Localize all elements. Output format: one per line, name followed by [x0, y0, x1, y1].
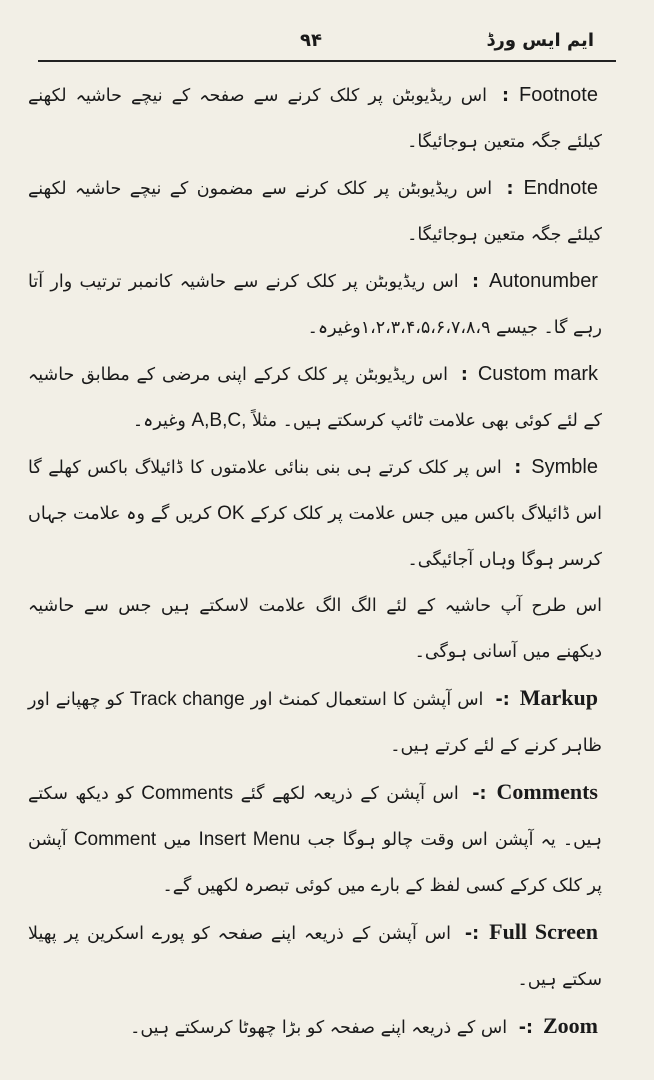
header-divider [38, 60, 616, 62]
term-comments: Comments [496, 779, 598, 804]
inline-english: Comment [73, 829, 157, 850]
paragraph-comments: Comments:- اس آپشن کے ذریعہ لکھے گئے Comments کو دیکھ سکتے ہیں۔ یہ آپشن اس وقت چالو ہوگا جب Insert Menu میں Comment آپشن پر کلک کرکے کسی لفظ کے بارے میں کوئی تبصرہ لکھیں گے۔ [28, 779, 602, 896]
paragraph-summary [28, 583, 626, 675]
paragraph-text: اس ریڈیوبٹن پر کلک کرنے سے صفحہ کے نیچے حاشیہ لکھنے کیلئے جگہ متعین ہوجائیگا۔ [28, 86, 602, 152]
term-autonumber: Autonumber [489, 270, 598, 292]
inline-english: A,B,C, [191, 410, 247, 431]
paragraph-text: وغیرہ۔ [132, 411, 186, 431]
paragraph-symble: Symble: اس پر کلک کرتے ہی بنی بنائی علامتوں کا ڈائیلاگ باکس کھلے گا اس ڈائیلاگ باکس میں جس علامت پر کلک کرکے OK کریں گے وہ علامت جہاں کرسر ہوگا وہاں آجائیگی۔ [28, 456, 602, 570]
inline-english: Track change [129, 689, 245, 710]
page-body [28, 72, 626, 1051]
paragraph-text: اس طرح آپ حاشیہ کے لئے الگ الگ علامت لاسکتے ہیں جس سے حاشیہ دیکھنے میں آسانی ہوگی۔ [28, 596, 602, 662]
paragraph-text: اس پر کلک کرتے ہی بنی بنائی علامتوں کا ڈائیلاگ باکس کھلے گا اس ڈائیلاگ باکس میں جس علامت پر کلک کرکے [28, 458, 602, 524]
paragraph-text: کو چھپانے اور ظاہر کرنے کے لئے کرتے ہیں۔ [28, 690, 602, 756]
term-markup: Markup [519, 685, 598, 710]
paragraph-text: اس ریڈیوبٹن پر کلک کرنے سے مضمون کے نیچے حاشیہ لکھنے کیلئے جگہ متعین ہوجائیگا۔ [28, 179, 602, 245]
paragraph-text: اس کے ذریعہ اپنے صفحہ کو بڑا چھوٹا کرسکتے ہیں۔ [130, 1018, 508, 1038]
inline-english: Insert Menu [198, 829, 301, 850]
paragraph-text: اس آپشن کا استعمال کمنٹ اور [250, 690, 484, 710]
paragraph-text: اس ریڈیوبٹن پر کلک کرکے اپنی مرضی کے مطابق حاشیہ کے لئے کوئی بھی علامت ٹائپ کرسکتے ہیں۔ مثلاً [28, 365, 602, 431]
paragraph-full-screen: Full Screen:- اس آپشن کے ذریعہ اپنے صفحہ کو پورے اسکرین پر پھیلا سکتے ہیں۔ [28, 919, 602, 990]
term-footnote: Footnote [519, 84, 598, 106]
paragraph-endnote: Endnote: اس ریڈیوبٹن پر کلک کرنے سے مضمون کے نیچے حاشیہ لکھنے کیلئے جگہ متعین ہوجائیگا۔ [28, 177, 602, 245]
page-number: ۹۴ [300, 30, 322, 51]
paragraph-custom-mark: Custom mark: اس ریڈیوبٹن پر کلک کرکے اپنی مرضی کے مطابق حاشیہ کے لئے کوئی بھی علامت ٹائپ کرسکتے ہیں۔ مثلاً A,B,C, وغیرہ۔ [28, 363, 602, 431]
paragraph-text: میں [163, 830, 192, 850]
paragraph-autonumber: Autonumber: اس ریڈیوبٹن پر کلک کرنے سے حاشیہ کانمبر ترتیب وار آتا رہے گا۔ جیسے ۱،۲،۳،۴،۵،۶،۷،۸،۹وغیرہ۔ [28, 270, 602, 338]
paragraph-text: کو دیکھ سکتے ہیں۔ یہ آپشن اس وقت چالو ہوگا جب [28, 784, 602, 850]
paragraph-text: آپشن پر کلک کرکے کسی لفظ کے بارے میں کوئی تبصرہ لکھیں گے۔ [28, 830, 602, 896]
term-full-screen: Full Screen [489, 919, 599, 944]
paragraph-markup: Markup:- اس آپشن کا استعمال کمنٹ اور Track change کو چھپانے اور ظاہر کرنے کے لئے کرتے ہیں۔ [28, 685, 602, 756]
paragraph-text: اس ریڈیوبٹن پر کلک کرنے سے حاشیہ کانمبر ترتیب وار آتا رہے گا۔ جیسے ۱،۲،۳،۴،۵،۶،۷،۸،۹وغیرہ۔ [28, 272, 602, 338]
book-title: ایم ایس ورڈ [486, 30, 594, 51]
inline-english: Comments [141, 783, 234, 804]
term-zoom: Zoom [543, 1013, 598, 1038]
inline-english: OK [217, 503, 245, 524]
paragraph-zoom: Zoom:- اس کے ذریعہ اپنے صفحہ کو بڑا چھوٹا کرسکتے ہیں۔ [28, 1003, 626, 1051]
term-symble: Symble [531, 456, 598, 478]
paragraph-footnote: Footnote: اس ریڈیوبٹن پر کلک کرنے سے صفحہ کے نیچے حاشیہ لکھنے کیلئے جگہ متعین ہوجائیگا۔ [28, 84, 602, 152]
paragraph-text: اس آپشن کے ذریعہ اپنے صفحہ کو پورے اسکرین پر پھیلا سکتے ہیں۔ [28, 924, 602, 990]
paragraph-text: اس آپشن کے ذریعہ لکھے گئے [240, 784, 459, 804]
paragraph-text: کریں گے وہ علامت جہاں کرسر ہوگا وہاں آجائیگی۔ [28, 504, 602, 570]
page-header [60, 30, 594, 58]
term-endnote: Endnote [523, 177, 598, 199]
term-custom-mark: Custom mark [477, 363, 598, 385]
